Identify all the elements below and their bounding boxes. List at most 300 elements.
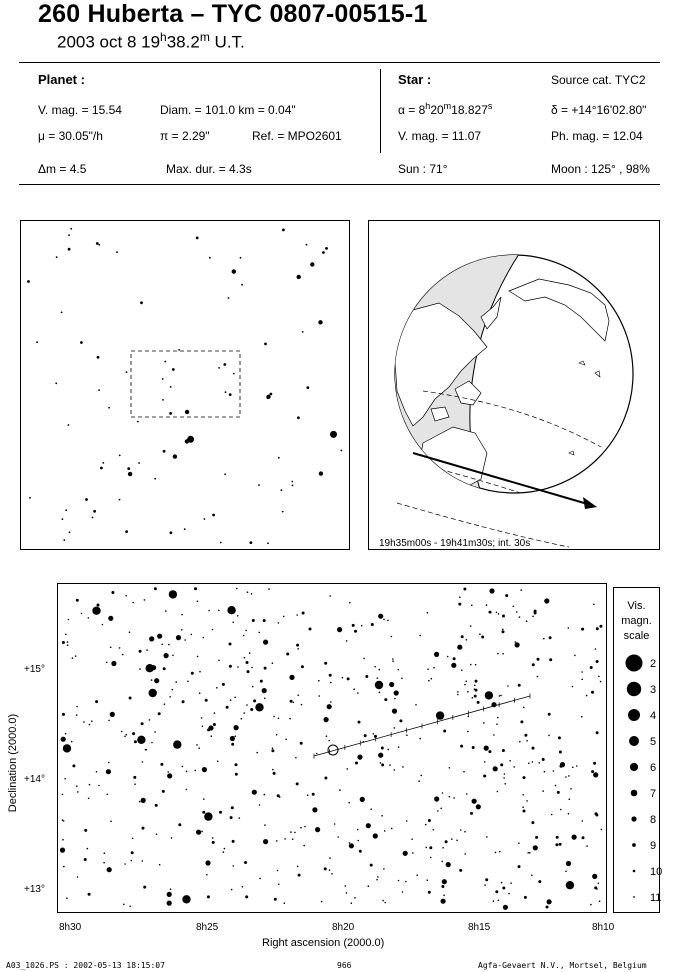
alpha-minutes: 20 bbox=[430, 103, 444, 117]
arrow-head bbox=[583, 497, 597, 509]
sky-star bbox=[442, 879, 447, 884]
sky-star bbox=[415, 704, 417, 706]
sky-star bbox=[500, 763, 503, 766]
sky-star bbox=[154, 731, 156, 733]
sky-star bbox=[467, 731, 469, 733]
alpha-prefix: α = 8 bbox=[398, 103, 426, 117]
sky-star bbox=[387, 620, 389, 622]
sky-star bbox=[496, 612, 498, 614]
finder-star bbox=[322, 251, 325, 254]
sky-star bbox=[491, 702, 496, 707]
sky-star bbox=[212, 629, 214, 631]
sky-star bbox=[428, 891, 431, 894]
sky-star bbox=[290, 831, 292, 833]
sky-star bbox=[108, 762, 110, 764]
sky-star bbox=[329, 869, 331, 871]
sky-star bbox=[598, 676, 600, 678]
finder-star bbox=[70, 228, 72, 230]
sky-star bbox=[149, 719, 151, 721]
finder-star bbox=[98, 244, 100, 246]
finder-star bbox=[270, 393, 273, 396]
sky-star bbox=[497, 717, 499, 719]
sky-star bbox=[402, 766, 404, 768]
finder-star bbox=[310, 262, 314, 266]
sky-star bbox=[357, 755, 362, 760]
sky-star bbox=[472, 799, 477, 804]
sky-star bbox=[276, 734, 278, 736]
sky-star bbox=[216, 687, 218, 689]
sky-star bbox=[416, 874, 418, 876]
sky-star bbox=[430, 857, 432, 859]
sky-star bbox=[443, 895, 445, 897]
sky-star bbox=[537, 676, 539, 678]
sky-star bbox=[97, 604, 100, 607]
sky-star bbox=[262, 688, 267, 693]
sky-star bbox=[178, 823, 181, 826]
sky-star bbox=[167, 892, 172, 897]
sky-star bbox=[167, 771, 169, 773]
sky-star bbox=[537, 658, 540, 661]
sky-star bbox=[63, 866, 65, 868]
legend-label-10: 10 bbox=[650, 866, 663, 878]
sky-star bbox=[523, 707, 525, 709]
finder-star bbox=[170, 531, 173, 534]
sky-star bbox=[601, 829, 603, 831]
sky-star bbox=[441, 861, 443, 863]
sky-star bbox=[245, 630, 247, 632]
sky-star bbox=[402, 891, 404, 893]
sky-star bbox=[378, 753, 383, 758]
sky-star bbox=[496, 723, 498, 725]
sky-star bbox=[498, 900, 500, 902]
planet-reference: Ref. = MPO2601 bbox=[252, 129, 342, 143]
sky-star bbox=[297, 648, 299, 650]
sky-star bbox=[139, 801, 141, 803]
sky-star bbox=[591, 691, 594, 694]
sky-star bbox=[139, 668, 141, 670]
x-axis-label: Right ascension (2000.0) bbox=[262, 937, 385, 949]
sky-star bbox=[398, 669, 400, 671]
sky-star bbox=[556, 836, 559, 839]
sky-star bbox=[328, 740, 330, 742]
finder-star bbox=[232, 269, 236, 273]
sky-star bbox=[544, 598, 549, 603]
sky-star bbox=[106, 794, 108, 796]
finder-star bbox=[302, 331, 304, 333]
sky-star bbox=[488, 750, 491, 753]
sky-star bbox=[457, 691, 459, 693]
sky-star bbox=[62, 794, 64, 796]
sky-star bbox=[394, 690, 399, 695]
sky-star bbox=[544, 771, 546, 773]
sky-star bbox=[504, 773, 506, 775]
finder-star bbox=[225, 391, 227, 393]
sky-star bbox=[453, 797, 455, 799]
finder-star bbox=[97, 356, 100, 359]
sky-star bbox=[526, 740, 528, 742]
sky-star bbox=[164, 653, 169, 658]
sky-star bbox=[213, 723, 216, 726]
sky-star bbox=[249, 652, 251, 654]
legend-symbol-6 bbox=[630, 763, 638, 771]
finder-star bbox=[297, 275, 301, 279]
sky-star bbox=[141, 722, 144, 725]
sky-star bbox=[202, 811, 205, 814]
finder-star bbox=[119, 499, 121, 501]
sky-star bbox=[418, 780, 420, 782]
sky-star bbox=[239, 817, 241, 819]
sky-star bbox=[300, 827, 302, 829]
sky-star bbox=[106, 662, 108, 664]
sky-star bbox=[349, 843, 354, 848]
sky-star bbox=[219, 811, 222, 814]
sky-star bbox=[251, 593, 253, 595]
x-tick-4: 8h10 bbox=[592, 922, 615, 933]
sky-star bbox=[211, 735, 213, 737]
sky-star bbox=[471, 605, 473, 607]
sky-star bbox=[144, 599, 146, 601]
sky-star bbox=[169, 696, 171, 698]
sky-star bbox=[202, 767, 207, 772]
sky-star bbox=[427, 612, 429, 614]
finder-star bbox=[92, 517, 94, 519]
sky-star bbox=[284, 838, 286, 840]
sky-star bbox=[374, 666, 376, 668]
sky-star bbox=[515, 641, 517, 643]
sky-star bbox=[466, 639, 468, 641]
sky-star bbox=[181, 614, 183, 616]
sky-star bbox=[377, 677, 379, 679]
sky-star bbox=[170, 888, 172, 890]
sky-star bbox=[568, 627, 570, 629]
finder-star bbox=[318, 320, 322, 324]
sky-star bbox=[129, 697, 132, 700]
sky-star bbox=[463, 771, 465, 773]
finder-star bbox=[68, 234, 70, 236]
sky-star bbox=[276, 840, 278, 842]
sky-star bbox=[97, 612, 99, 614]
sky-star bbox=[461, 635, 464, 638]
sky-star bbox=[411, 838, 413, 840]
sky-star bbox=[158, 712, 161, 715]
sky-star bbox=[171, 837, 173, 839]
sky-star bbox=[235, 773, 238, 776]
sky-star bbox=[67, 641, 69, 643]
sky-star bbox=[371, 623, 374, 626]
sky-star bbox=[129, 631, 131, 633]
sky-star bbox=[504, 783, 506, 785]
finder-star bbox=[212, 514, 215, 517]
sky-star bbox=[324, 662, 327, 665]
sky-star bbox=[565, 776, 567, 778]
sky-star bbox=[476, 804, 481, 809]
sky-star bbox=[518, 865, 521, 868]
sky-star bbox=[531, 821, 534, 824]
legend-symbol-5 bbox=[629, 736, 639, 746]
sky-star bbox=[173, 740, 181, 748]
x-tick-0: 8h30 bbox=[59, 922, 82, 933]
sky-star bbox=[81, 613, 83, 615]
sky-star bbox=[457, 645, 462, 650]
sky-star bbox=[513, 766, 515, 768]
sky-star bbox=[263, 640, 268, 645]
planet-motion: μ = 30.05"/h bbox=[38, 129, 103, 143]
sky-star bbox=[264, 667, 267, 670]
legend-label-11: 11 bbox=[650, 892, 662, 904]
sky-star bbox=[205, 699, 208, 702]
sky-star bbox=[489, 611, 492, 614]
sky-star bbox=[88, 893, 91, 896]
sky-star bbox=[570, 788, 572, 790]
sky-star bbox=[405, 881, 407, 883]
sky-star bbox=[187, 681, 189, 683]
legend-title-1: Vis. bbox=[627, 600, 646, 612]
sky-star bbox=[495, 890, 498, 893]
sky-star bbox=[434, 796, 439, 801]
sky-star bbox=[230, 816, 233, 819]
sky-star bbox=[229, 665, 232, 668]
sky-star bbox=[458, 603, 461, 606]
sky-star bbox=[560, 762, 565, 767]
sky-star bbox=[106, 769, 111, 774]
sky-star bbox=[419, 738, 421, 740]
finder-star bbox=[266, 395, 270, 399]
sky-star bbox=[520, 720, 523, 723]
sky-star bbox=[232, 840, 235, 843]
sky-star bbox=[532, 747, 535, 750]
y-tick-1: +14° bbox=[24, 774, 45, 785]
sky-star bbox=[600, 681, 602, 683]
sky-star bbox=[125, 595, 127, 597]
sky-star bbox=[92, 607, 100, 615]
sky-star bbox=[381, 815, 383, 817]
finder-star bbox=[306, 244, 308, 246]
sky-star bbox=[502, 887, 505, 890]
sky-star bbox=[392, 709, 397, 714]
sky-star bbox=[164, 703, 166, 705]
finder-star bbox=[80, 341, 83, 344]
x-tick-2: 8h20 bbox=[332, 922, 355, 933]
sky-star bbox=[247, 591, 249, 593]
sky-star bbox=[470, 625, 472, 627]
sky-star bbox=[253, 699, 256, 702]
sky-star bbox=[62, 839, 64, 841]
sky-star bbox=[319, 695, 321, 697]
sky-star bbox=[208, 610, 210, 612]
sky-star bbox=[91, 720, 93, 722]
planet-vmag: V. mag. = 15.54 bbox=[38, 103, 122, 117]
sky-star bbox=[502, 630, 505, 633]
sky-star bbox=[304, 826, 306, 828]
sky-star bbox=[403, 851, 408, 856]
sky-star bbox=[484, 884, 486, 886]
sky-star bbox=[324, 717, 329, 722]
sky-star bbox=[477, 701, 480, 704]
sky-star bbox=[111, 591, 114, 594]
planet-parallax: π = 2.29" bbox=[160, 129, 210, 143]
legend-label-6: 6 bbox=[650, 762, 657, 774]
sky-chart bbox=[57, 583, 607, 913]
sky-star bbox=[218, 660, 220, 662]
sky-star bbox=[532, 663, 535, 666]
globe-time-caption: 19h35m00s - 19h41m30s; int. 30s bbox=[379, 538, 531, 549]
finder-star bbox=[138, 462, 140, 464]
alpha-m-unit: m bbox=[443, 101, 452, 111]
sky-star bbox=[297, 694, 299, 696]
sky-star bbox=[542, 790, 544, 792]
sky-star bbox=[451, 663, 456, 668]
sky-star bbox=[292, 838, 294, 840]
sky-star bbox=[277, 870, 279, 872]
sky-star bbox=[88, 617, 90, 619]
sky-star bbox=[379, 669, 381, 671]
sky-star bbox=[470, 664, 472, 666]
legend-label-2: 2 bbox=[650, 658, 657, 670]
sky-star bbox=[104, 852, 106, 854]
legend-label-8: 8 bbox=[650, 814, 657, 826]
sky-star bbox=[357, 840, 359, 842]
sky-star bbox=[524, 896, 527, 899]
sky-star bbox=[208, 725, 213, 730]
sky-star bbox=[566, 881, 574, 889]
finder-star bbox=[62, 518, 64, 520]
sky-star bbox=[137, 736, 145, 744]
sky-star bbox=[345, 885, 347, 887]
planet-heading: Planet : bbox=[38, 72, 85, 87]
sky-star bbox=[449, 767, 451, 769]
sky-star bbox=[483, 722, 485, 724]
sky-star bbox=[264, 698, 266, 700]
finder-star bbox=[278, 457, 280, 459]
sky-star bbox=[157, 634, 162, 639]
sky-star bbox=[384, 698, 387, 701]
sky-star bbox=[124, 863, 126, 865]
sky-star bbox=[102, 624, 104, 626]
sky-star bbox=[227, 606, 235, 614]
sky-star bbox=[184, 639, 186, 641]
sky-star bbox=[598, 883, 600, 885]
footer-page: 966 bbox=[337, 961, 352, 970]
sky-star bbox=[466, 793, 468, 795]
finder-star bbox=[63, 539, 65, 541]
sky-star bbox=[196, 830, 201, 835]
sky-star bbox=[230, 699, 232, 701]
footer-credit: Agfa-Gevaert N.V., Mortsel, Belgium bbox=[478, 961, 647, 970]
sky-star bbox=[569, 798, 571, 800]
star-phmag: Ph. mag. = 12.04 bbox=[551, 129, 643, 143]
sky-star bbox=[182, 766, 184, 768]
sky-star bbox=[222, 683, 225, 686]
sky-star bbox=[551, 814, 553, 816]
sky-star bbox=[427, 879, 429, 881]
sky-star bbox=[165, 610, 167, 612]
sky-star bbox=[271, 749, 274, 752]
sky-star bbox=[433, 829, 435, 831]
finder-star bbox=[184, 528, 186, 530]
finder-star bbox=[55, 382, 57, 384]
sky-star bbox=[324, 777, 327, 780]
sky-star bbox=[318, 680, 320, 682]
finder-star bbox=[306, 386, 309, 389]
sky-star bbox=[237, 666, 239, 668]
sky-star bbox=[497, 653, 499, 655]
track-ticks bbox=[314, 694, 530, 759]
sky-star bbox=[312, 793, 315, 796]
sky-star bbox=[539, 762, 541, 764]
sky-star bbox=[131, 860, 133, 862]
star-vmag: V. mag. = 11.07 bbox=[398, 129, 482, 143]
finder-star bbox=[209, 257, 211, 259]
sky-star bbox=[300, 742, 303, 745]
sky-star bbox=[244, 657, 246, 659]
sky-star bbox=[483, 775, 486, 778]
sky-star bbox=[448, 863, 450, 865]
zoom-frame bbox=[131, 351, 240, 417]
sky-star bbox=[383, 619, 385, 621]
sky-star bbox=[594, 886, 597, 889]
sky-star bbox=[428, 819, 431, 822]
sky-star bbox=[84, 829, 87, 832]
sky-star bbox=[389, 682, 394, 687]
sky-star bbox=[565, 871, 567, 873]
sky-star bbox=[522, 794, 524, 796]
sky-star bbox=[592, 874, 597, 879]
globe-panel bbox=[368, 220, 660, 550]
minute-unit: m bbox=[199, 30, 210, 44]
sky-star bbox=[278, 884, 280, 886]
sky-star bbox=[132, 602, 134, 604]
sky-star bbox=[391, 636, 393, 638]
sky-star bbox=[60, 848, 65, 853]
sky-star bbox=[309, 628, 312, 631]
sky-star bbox=[197, 601, 199, 603]
sky-star bbox=[161, 644, 163, 646]
sky-star bbox=[191, 672, 194, 675]
finder-star bbox=[128, 472, 132, 476]
time-suffix: U.T. bbox=[209, 32, 245, 52]
sky-star bbox=[342, 677, 344, 679]
alpha-seconds: 18.827 bbox=[451, 103, 488, 117]
sky-star bbox=[89, 784, 91, 786]
legend-symbols bbox=[614, 588, 663, 912]
sky-star bbox=[119, 647, 121, 649]
sky-star bbox=[334, 823, 336, 825]
sky-star bbox=[392, 658, 394, 660]
sky-star bbox=[429, 846, 432, 849]
sky-star bbox=[394, 698, 396, 700]
sky-star bbox=[360, 797, 365, 802]
sky-star-field bbox=[58, 584, 606, 912]
sky-star bbox=[274, 898, 277, 901]
sky-star bbox=[255, 703, 263, 711]
finder-star bbox=[330, 431, 337, 438]
star-declination: δ = +14°16'02.80" bbox=[551, 103, 647, 117]
sky-star bbox=[302, 612, 305, 615]
sky-star bbox=[250, 708, 253, 711]
sky-star bbox=[289, 718, 291, 720]
sky-star bbox=[593, 772, 598, 777]
sky-star bbox=[132, 732, 135, 735]
sky-star bbox=[327, 704, 332, 709]
sky-star bbox=[231, 889, 233, 891]
sky-star bbox=[523, 810, 526, 813]
sky-star bbox=[572, 767, 574, 769]
sky-star bbox=[330, 701, 332, 703]
sky-star bbox=[206, 874, 208, 876]
sky-star bbox=[382, 900, 384, 902]
sky-star bbox=[531, 875, 533, 877]
sky-star bbox=[124, 736, 126, 738]
